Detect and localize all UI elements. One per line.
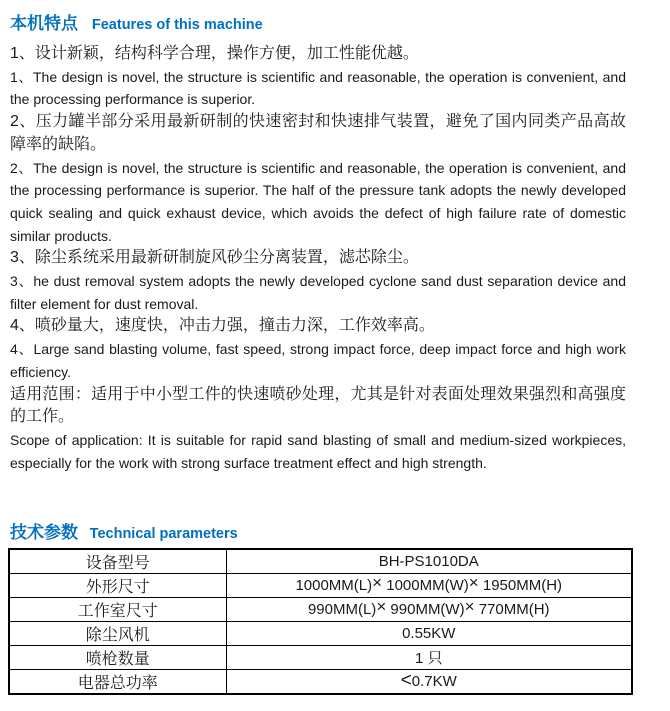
param-value-cell: <0.7KW (226, 670, 632, 695)
feature-2-en-paragraph: 2、The design is novel, the structure is scientific and reasonable, the operation is convenient, and the processing performance is superior. The half of the pressure tank adopts the newly developed quick sealing and quick exhaust device, which avoids the defect of high failure rate of domestic similar products. (10, 159, 626, 244)
feature-2-zh-paragraph: 2、压力罐半部分采用最新研制的快速密封和快速排气装置，避免了国内同类产品高故障率的缺陷。 (10, 113, 626, 153)
table-row-dust-fan (9, 622, 632, 646)
parameters-heading-zh: 技术参数 (10, 523, 78, 543)
multiply-sign: × (464, 597, 475, 617)
feature-3-en-paragraph: 3、he dust removal system adopts the newly developed cyclone sand dust separation device and filter element for dust removal. (10, 273, 626, 312)
param-label-cell: 电器总功率 (9, 670, 226, 695)
multiply-sign: × (468, 573, 479, 593)
param-value-cell: 1 只 (226, 646, 632, 670)
table-row-chamber-size (9, 598, 632, 622)
scope-en-paragraph: Scope of application: It is suitable for rapid sand blasting of small and medium-sized workpieces, especially for the work with strong surface treatment effect and high strength. (10, 431, 626, 471)
param-value-cell: 0.55KW (226, 622, 632, 646)
features-heading-en: Features of this machine (91, 17, 263, 33)
param-value-cell: 1000MM(L)× 1000MM(W)× 1950MM(H) (226, 574, 632, 598)
multiply-sign: × (376, 597, 387, 617)
parameters-table-body (9, 549, 632, 694)
features-text-block (10, 43, 626, 474)
feature-3-zh-paragraph: 3、除尘系统采用最新研制旋风砂尘分离装置，滤芯除尘。 (10, 249, 419, 267)
param-label-cell: 工作室尺寸 (9, 598, 226, 622)
features-heading (10, 7, 670, 36)
param-label-cell: 除尘风机 (9, 622, 226, 646)
parameters-table (8, 548, 633, 695)
table-row-overall-size (9, 574, 632, 598)
feature-4-zh-paragraph: 4、喷砂量大，速度快，冲击力强，撞击力深，工作效率高。 (10, 317, 435, 335)
less-than-sign: < (400, 670, 412, 692)
feature-1-en-paragraph: 1、The design is novel, the structure is scientific and reasonable, the operation is convenient, and the processing performance is superior. (10, 68, 626, 108)
scope-zh-paragraph: 适用范围：适用于中小型工件的快速喷砂处理，尤其是针对表面处理效果强烈和高强度的工作。 (10, 385, 626, 426)
parameters-heading-en: Technical parameters (89, 526, 238, 543)
param-label-cell: 喷枪数量 (9, 646, 226, 670)
table-row-total-power (9, 670, 632, 695)
param-value-cell: BH-PS1010DA (226, 549, 632, 574)
param-label-cell: 设备型号 (9, 549, 226, 574)
table-row-gun-count (9, 646, 632, 670)
feature-4-en-paragraph: 4、Large sand blasting volume, fast speed, strong impact force, deep impact force and high work efficiency. (10, 341, 626, 380)
features-heading-zh: 本机特点 (10, 14, 78, 33)
param-label-cell: 外形尺寸 (9, 574, 226, 598)
multiply-sign: × (372, 573, 383, 593)
param-value-cell: 990MM(L)× 990MM(W)× 770MM(H) (226, 598, 632, 622)
table-row-model (9, 549, 632, 574)
feature-1-zh-paragraph: 1、设计新颖，结构科学合理，操作方便，加工性能优越。 (10, 45, 419, 62)
parameters-heading (10, 520, 670, 545)
